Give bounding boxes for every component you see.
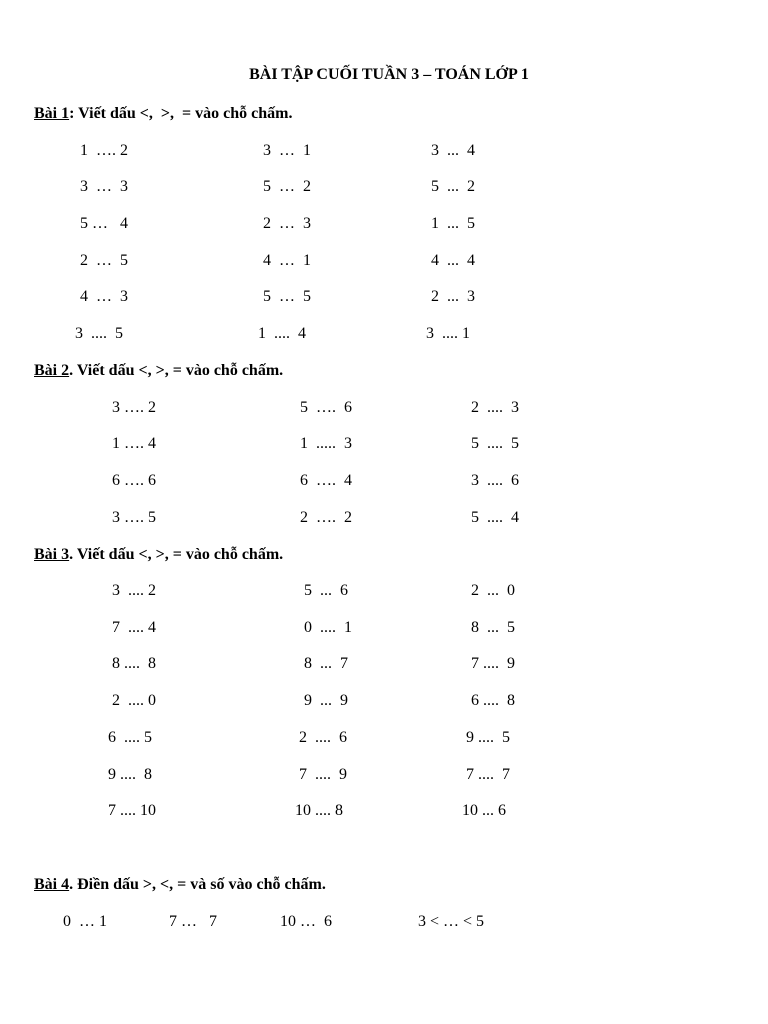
ex3-r2-c3: 8 ... 5 [471,619,515,636]
ex1-r6-c1: 3 .... 5 [75,325,123,342]
exercise-1-label: Bài 1 [34,105,70,122]
exercise-1-heading [34,105,292,123]
ex3-r2-c1: 7 .... 4 [112,619,156,636]
ex4-item-3: 10 … 6 [280,913,332,930]
ex1-r4-c3: 4 ... 4 [431,252,475,269]
ex4-item-2: 7 … 7 [169,913,217,930]
ex1-r2-c2: 5 … 2 [263,178,311,195]
exercise-4-label: Bài 4 [34,876,70,893]
exercise-2-heading [34,362,283,380]
ex2-r3-c2: 6 …. 4 [300,472,352,489]
ex3-r3-c2: 8 ... 7 [304,655,348,672]
ex3-r4-c3: 6 .... 8 [471,692,515,709]
ex1-r3-c2: 2 … 3 [263,215,311,232]
ex3-r7-c2: 10 .... 8 [295,802,343,819]
ex1-r1-c1: 1 …. 2 [80,142,128,159]
page-title: BÀI TẬP CUỐI TUẦN 3 – TOÁN LỚP 1 [249,66,529,83]
ex2-r2-c1: 1 …. 4 [112,435,156,452]
ex4-item-1: 0 … 1 [63,913,107,930]
ex3-r6-c3: 7 .... 7 [466,766,510,783]
ex3-r2-c2: 0 .... 1 [304,619,352,636]
ex2-r4-c3: 5 .... 4 [471,509,519,526]
ex1-r1-c3: 3 ... 4 [431,142,475,159]
ex3-r5-c1: 6 .... 5 [108,729,152,746]
ex1-r2-c3: 5 ... 2 [431,178,475,195]
ex1-r2-c1: 3 … 3 [80,178,128,195]
exercise-2-label: Bài 2 [34,362,70,379]
ex2-r1-c1: 3 …. 2 [112,399,156,416]
ex1-r4-c2: 4 … 1 [263,252,311,269]
ex1-r5-c2: 5 … 5 [263,288,311,305]
ex2-r2-c2: 1 ..... 3 [300,435,352,452]
ex3-r3-c1: 8 .... 8 [112,655,156,672]
exercise-4-instruction: . Điền dấu >, <, = và số vào chỗ chấm. [69,876,326,893]
ex2-r4-c2: 2 …. 2 [300,509,352,526]
exercise-2-instruction: . Viết dấu <, >, = vào chỗ chấm. [69,362,284,379]
ex4-item-4: 3 < … < 5 [418,913,485,930]
ex2-r1-c2: 5 …. 6 [300,399,352,416]
ex1-r6-c3: 3 .... 1 [426,325,470,342]
ex1-r1-c2: 3 … 1 [263,142,311,159]
ex3-r4-c2: 9 ... 9 [304,692,348,709]
exercise-4-heading [34,876,326,894]
ex3-r5-c3: 9 .... 5 [466,729,510,746]
ex3-r4-c1: 2 .... 0 [112,692,156,709]
ex3-r1-c1: 3 .... 2 [112,582,156,599]
ex1-r5-c3: 2 ... 3 [431,288,475,305]
ex1-r5-c1: 4 … 3 [80,288,128,305]
exercise-1-instruction: : Viết dấu <, >, = vào chỗ chấm. [69,105,293,122]
ex3-r7-c1: 7 .... 10 [108,802,156,819]
ex1-r3-c3: 1 ... 5 [431,215,475,232]
ex3-r7-c3: 10 ... 6 [462,802,506,819]
exercise-3-instruction: . Viết dấu <, >, = vào chỗ chấm. [69,546,284,563]
exercise-3-heading [34,546,283,564]
ex2-r1-c3: 2 .... 3 [471,399,519,416]
ex2-r3-c3: 3 .... 6 [471,472,519,489]
exercise-3-label: Bài 3 [34,546,70,563]
ex3-r6-c2: 7 .... 9 [299,766,347,783]
ex1-r4-c1: 2 … 5 [80,252,128,269]
ex3-r6-c1: 9 .... 8 [108,766,152,783]
ex3-r1-c2: 5 ... 6 [304,582,348,599]
ex3-r1-c3: 2 ... 0 [471,582,515,599]
ex3-r5-c2: 2 .... 6 [299,729,347,746]
ex1-r3-c1: 5 … 4 [80,215,128,232]
ex3-r3-c3: 7 .... 9 [471,655,515,672]
ex2-r3-c1: 6 …. 6 [112,472,156,489]
ex1-r6-c2: 1 .... 4 [258,325,306,342]
ex2-r2-c3: 5 .... 5 [471,435,519,452]
ex2-r4-c1: 3 …. 5 [112,509,156,526]
